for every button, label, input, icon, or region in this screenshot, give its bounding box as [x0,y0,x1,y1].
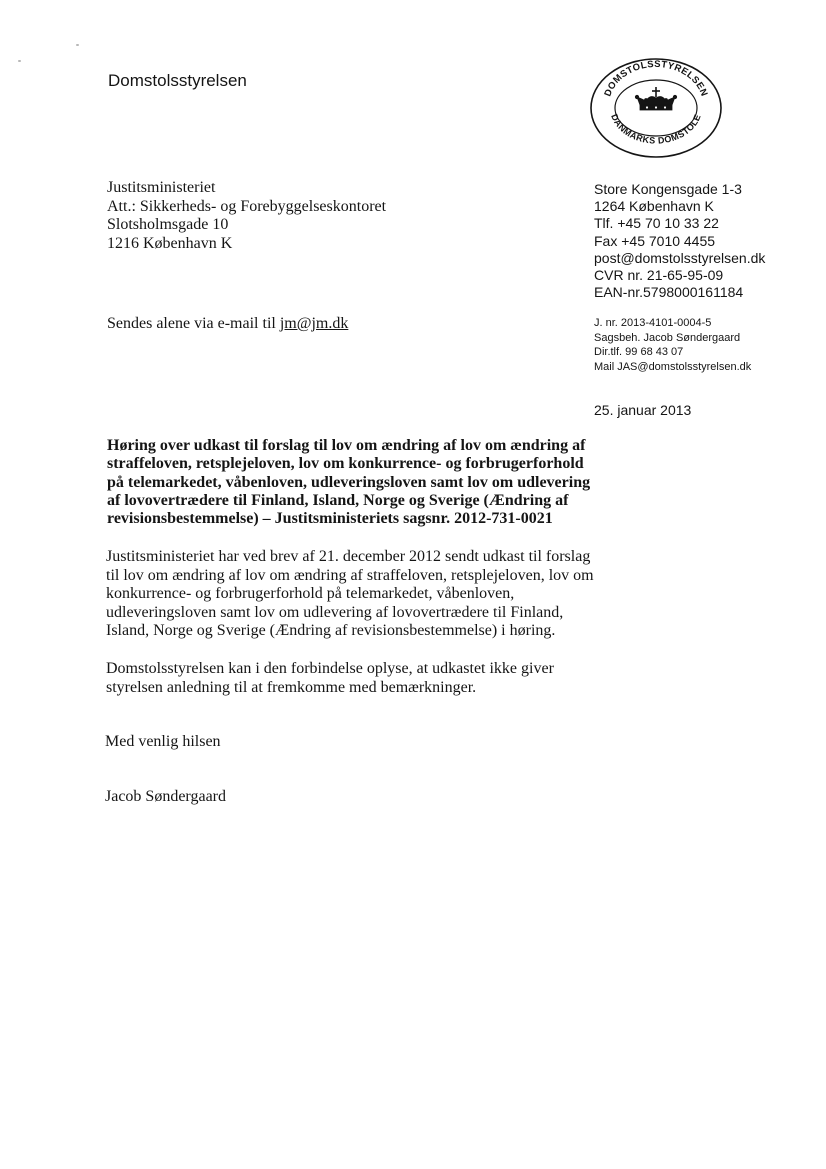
delivery-note [107,315,348,333]
sender-line: post@domstolsstyrelsen.dk [594,249,766,266]
closing-salutation: Med venlig hilsen [105,733,221,750]
body-line: Domstolsstyrelsen kan i den forbindelse oplyse, at udkastet ikke giver [106,660,554,677]
scan-speck [18,60,21,62]
sender-line: CVR nr. 21-65-95-09 [594,267,724,284]
reference-line: J. nr. 2013-4101-0004-5 [594,317,712,329]
sender-line: EAN-nr.5798000161184 [594,284,744,301]
letter-date: 25. januar 2013 [594,402,692,418]
recipient-line: Slotsholmsgade 10 [107,216,229,233]
sender-line: Tlf. +45 70 10 33 22 [594,215,719,232]
body-line: udleveringsloven samt lov om udlevering af lovovertrædere til Finland, [106,603,564,621]
seal-emblem-icon [589,57,723,160]
crown-icon [635,87,676,110]
subject-line: af lovovertrædere til Finland, Island, Norge og Sverige (Ændring af [107,491,569,509]
court-seal-logo [589,57,723,160]
organization-name: Domstolsstyrelsen [108,71,247,90]
subject-line: revisionsbestemmelse) – Justitsministeriets sagsnr. 2012-731-0021 [107,510,553,528]
reference-line: Mail JAS@domstolsstyrelsen.dk [594,360,752,373]
subject-line: straffeloven, retsplejeloven, lov om konkurrence- og forbrugerforhold [107,455,584,473]
seal-top-text: DOMSTOLSSTYRELSEN [602,58,710,99]
svg-text:DANMARKS DOMSTOLE [609,113,703,146]
subject-line: Høring over udkast til forslag til lov om ændring af lov om ændring af [107,437,586,454]
body-line: Justitsministeriet har ved brev af 21. december 2012 sendt udkast til forslag [106,548,591,565]
body-line: konkurrence- og forbrugerforhold på telemarkedet, våbenloven, [106,585,515,602]
reference-line: Dir.tlf. 99 68 43 07 [594,346,684,358]
case-reference-block [594,316,751,374]
sender-line: Fax +45 7010 4455 [594,232,716,249]
body-line: Island, Norge og Sverige (Ændring af revisionsbestemmelse) i høring. [106,622,556,639]
body-paragraph-1 [106,548,594,641]
recipient-line: 1216 København K [107,234,233,252]
recipient-line: Justitsministeriet [107,179,216,196]
seal-bottom-text: DANMARKS DOMSTOLE [609,112,703,146]
signature-name: Jacob Søndergaard [105,788,226,805]
reference-line: Sagsbeh. Jacob Søndergaard [594,331,741,344]
body-paragraph-2 [106,660,554,697]
recipient-address [107,179,386,253]
recipient-email-link[interactable]: jm@jm.dk [279,315,349,332]
recipient-line: Att.: Sikkerheds- og Forebyggelseskontoret [107,197,387,215]
subject-line: på telemarkedet, våbenloven, udleveringsloven samt lov om udlevering [107,473,591,491]
delivery-text: Sendes alene via e-mail til [107,315,280,332]
letter-subject [107,437,607,528]
body-line: til lov om ændring af lov om ændring af straffeloven, retsplejeloven, lov om [106,566,594,584]
sender-line: Store Kongensgade 1-3 [594,181,742,197]
sender-line: 1264 København K [594,198,714,215]
scan-speck [76,44,79,46]
body-line: styrelsen anledning til at fremkomme med bemærkninger. [106,678,477,696]
sender-contact-block [594,181,765,301]
